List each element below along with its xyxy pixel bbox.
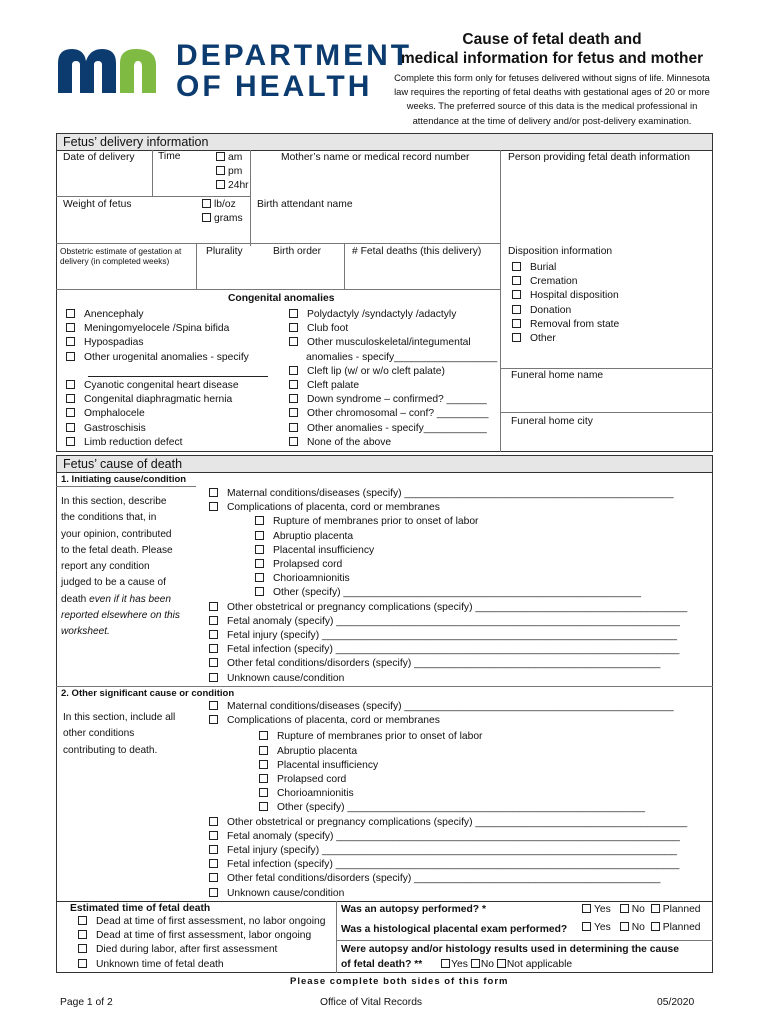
- disposition-donation[interactable]: Donation: [512, 304, 619, 318]
- congenital-item[interactable]: None of the above: [289, 436, 497, 450]
- cause-item[interactable]: Fetal injury (specify) ______________________________________________________________: [209, 629, 687, 643]
- pm-checkbox[interactable]: pm: [216, 166, 242, 177]
- cause-sub-item[interactable]: Abruptio placenta: [255, 530, 687, 544]
- congenital-item[interactable]: Other musculoskeletal/integumental: [289, 336, 497, 350]
- results-na-checkbox[interactable]: Not applicable: [497, 959, 572, 970]
- cause-sub-item[interactable]: Other (specify) ____________________________________________________: [255, 586, 687, 600]
- person-providing-field[interactable]: Person providing fetal death information: [508, 152, 691, 163]
- congenital-item[interactable]: Other anomalies - specify___________: [289, 422, 497, 436]
- cause-item[interactable]: Unknown cause/condition: [209, 887, 687, 901]
- congenital-item[interactable]: Omphalocele: [66, 407, 268, 421]
- time-of-death-label: Estimated time of fetal death: [70, 903, 211, 914]
- plurality-field[interactable]: Plurality: [206, 246, 243, 257]
- histology-planned-checkbox[interactable]: Planned: [651, 922, 701, 933]
- congenital-item[interactable]: Other chromosomal – conf? _________: [289, 407, 497, 421]
- time-field[interactable]: Time: [158, 151, 181, 162]
- delivery-section-heading: Fetus’ delivery information: [56, 133, 713, 151]
- congenital-right-list: [289, 308, 497, 450]
- revision-date: 05/2020: [657, 997, 695, 1008]
- other-significant-description: In this section, include all other conditions contributing to death.: [63, 712, 176, 756]
- time-of-death-list: [78, 915, 326, 972]
- autopsy-no-checkbox[interactable]: No: [620, 904, 645, 915]
- histology-options: [582, 922, 701, 933]
- congenital-left-list: [66, 308, 268, 450]
- birth-order-field[interactable]: Birth order: [273, 246, 322, 257]
- disposition-burial[interactable]: Burial: [512, 261, 619, 275]
- histology-yes-checkbox[interactable]: Yes: [582, 922, 611, 933]
- time-of-death-option[interactable]: Unknown time of fetal death: [78, 958, 326, 972]
- grams-checkbox[interactable]: grams: [202, 213, 243, 224]
- congenital-item-continued[interactable]: anomalies - specify__________________: [306, 351, 498, 363]
- congenital-item[interactable]: Limb reduction defect: [66, 436, 268, 450]
- funeral-home-city-field[interactable]: Funeral home city: [511, 416, 593, 427]
- lboz-checkbox[interactable]: lb/oz: [202, 199, 236, 210]
- complete-both-sides-note: Please complete both sides of this form: [290, 976, 509, 987]
- autopsy-options: [582, 904, 701, 915]
- gestation-field[interactable]: Obstetric estimate of gestation at delivery (in completed weeks): [60, 246, 182, 266]
- disposition-removal[interactable]: Removal from state: [512, 318, 619, 332]
- initiating-description: In this section, describe the conditions that, in your opinion, contributed to the fetal death. Please report any condition judged to be a cause of death even if it has been reported elsewhere on this worksheet.: [61, 496, 180, 638]
- results-no-checkbox[interactable]: No: [471, 959, 494, 970]
- cause-sub-item[interactable]: Prolapsed cord: [259, 773, 687, 787]
- cause-item[interactable]: Other obstetrical or pregnancy complications (specify) _____________________________________: [209, 601, 687, 615]
- cause-sub-item[interactable]: Rupture of membranes prior to onset of labor: [259, 730, 687, 744]
- logo-text: [176, 40, 412, 102]
- initiating-list: [209, 487, 687, 686]
- congenital-heading: Congenital anomalies: [228, 293, 335, 304]
- initiating-label: 1. Initiating cause/condition: [61, 474, 187, 485]
- cause-item[interactable]: Fetal injury (specify) ______________________________________________________________: [209, 844, 687, 858]
- congenital-item[interactable]: Cyanotic congenital heart disease: [66, 379, 268, 393]
- congenital-item[interactable]: Down syndrome – confirmed? _______: [289, 393, 497, 407]
- cause-item[interactable]: Maternal conditions/diseases (specify) _______________________________________________: [209, 700, 687, 714]
- cause-sub-item[interactable]: Rupture of membranes prior to onset of labor: [255, 515, 687, 529]
- congenital-item[interactable]: Anencephaly: [66, 308, 268, 322]
- cause-sub-item[interactable]: Chorioamnionitis: [259, 787, 687, 801]
- cause-item[interactable]: Fetal infection (specify) ____________________________________________________________: [209, 858, 687, 872]
- cause-sub-item[interactable]: Placental insufficiency: [259, 759, 687, 773]
- form-title: [392, 30, 712, 68]
- time-of-death-option[interactable]: Dead at time of first assessment, labor ongoing: [78, 929, 326, 943]
- congenital-item[interactable]: Other urogenital anomalies - specify: [66, 351, 268, 365]
- cause-item[interactable]: Unknown cause/condition: [209, 672, 687, 686]
- congenital-item[interactable]: Congenital diaphragmatic hernia: [66, 393, 268, 407]
- mother-name-field[interactable]: Mother’s name or medical record number: [281, 152, 470, 163]
- cause-item[interactable]: Complications of placenta, cord or membranes: [209, 501, 687, 515]
- cause-sub-item[interactable]: Other (specify) ____________________________________________________: [259, 801, 687, 815]
- congenital-item[interactable]: Meningomyelocele /Spina bifida: [66, 322, 268, 336]
- congenital-item[interactable]: Club foot: [289, 322, 497, 336]
- cause-item[interactable]: Other obstetrical or pregnancy complications (specify) _____________________________________: [209, 816, 687, 830]
- cause-section-heading: Fetus’ cause of death: [56, 455, 713, 473]
- date-of-delivery-field[interactable]: Date of delivery: [63, 152, 135, 163]
- results-yes-checkbox[interactable]: Yes: [441, 959, 468, 970]
- cause-item[interactable]: Fetal anomaly (specify) ____________________________________________________________: [209, 615, 687, 629]
- logo-line2: OF HEALTH: [176, 70, 373, 103]
- cause-item[interactable]: Fetal infection (specify) ____________________________________________________________: [209, 643, 687, 657]
- cause-sub-item[interactable]: Chorioamnionitis: [255, 572, 687, 586]
- cause-item[interactable]: Other fetal conditions/disorders (specify) ___________________________________________: [209, 657, 687, 671]
- other-significant-list: [209, 700, 687, 901]
- cause-sub-item[interactable]: Prolapsed cord: [255, 558, 687, 572]
- birth-attendant-field[interactable]: Birth attendant name: [257, 199, 353, 210]
- congenital-item[interactable]: Hypospadias: [66, 336, 268, 350]
- time-of-death-option[interactable]: Died during labor, after first assessment: [78, 943, 326, 957]
- cause-item[interactable]: Fetal anomaly (specify) ____________________________________________________________: [209, 830, 687, 844]
- autopsy-question: Was an autopsy performed? *: [341, 904, 486, 915]
- histology-question: Was a histological placental exam performed?: [341, 924, 568, 935]
- congenital-item[interactable]: Gastroschisis: [66, 422, 268, 436]
- other-significant-label: 2. Other significant cause or condition: [61, 688, 235, 699]
- fetal-deaths-field[interactable]: # Fetal deaths (this delivery): [352, 246, 482, 257]
- congenital-specify-line[interactable]: [66, 365, 268, 379]
- histology-no-checkbox[interactable]: No: [620, 922, 645, 933]
- cause-item[interactable]: Maternal conditions/diseases (specify) _______________________________________________: [209, 487, 687, 501]
- title-line2: medical information for fetus and mother: [400, 50, 704, 67]
- autopsy-planned-checkbox[interactable]: Planned: [651, 904, 701, 915]
- cause-sub-item[interactable]: Abruptio placenta: [259, 745, 687, 759]
- results-used-question-line2: of fetal death? ** Yes No Not applicable: [341, 959, 573, 970]
- congenital-item[interactable]: Cleft palate: [289, 379, 497, 393]
- disposition-label: Disposition information: [508, 246, 613, 257]
- time-of-death-option[interactable]: Dead at time of first assessment, no labor ongoing: [78, 915, 326, 929]
- office-name: Office of Vital Records: [320, 997, 423, 1008]
- disposition-hospital[interactable]: Hospital disposition: [512, 289, 619, 303]
- mn-logo-icon: [56, 43, 162, 95]
- intro-text: Complete this form only for fetuses delivered without signs of life. Minnesota law requires the reporting of fetal deaths with gestational ages of 20 or more weeks. The preferred source of this data is the medical professional in attendance at the time of delivery and/or post-delivery examination.: [394, 72, 710, 126]
- logo-line1: DEPARTMENT: [176, 39, 413, 72]
- title-line1: Cause of fetal death and: [462, 31, 642, 48]
- cause-sub-item[interactable]: Placental insufficiency: [255, 544, 687, 558]
- am-checkbox[interactable]: am: [216, 152, 242, 163]
- disposition-cremation[interactable]: Cremation: [512, 275, 619, 289]
- cause-item[interactable]: Other fetal conditions/disorders (specify) ___________________________________________: [209, 872, 687, 886]
- 24hr-checkbox[interactable]: 24hr: [216, 180, 249, 191]
- page-number: Page 1 of 2: [60, 997, 113, 1008]
- funeral-home-name-field[interactable]: Funeral home name: [511, 370, 604, 381]
- congenital-item[interactable]: Polydactyly /syndactyly /adactyly: [289, 308, 497, 322]
- weight-field[interactable]: Weight of fetus: [63, 199, 132, 210]
- disposition-list: [512, 261, 619, 346]
- congenital-item[interactable]: Cleft lip (w/ or w/o cleft palate): [289, 365, 497, 379]
- cause-item[interactable]: Complications of placenta, cord or membranes: [209, 714, 687, 728]
- disposition-other[interactable]: Other: [512, 332, 619, 346]
- autopsy-yes-checkbox[interactable]: Yes: [582, 904, 611, 915]
- results-used-question-line1: Were autopsy and/or histology results used in determining the cause: [341, 944, 679, 955]
